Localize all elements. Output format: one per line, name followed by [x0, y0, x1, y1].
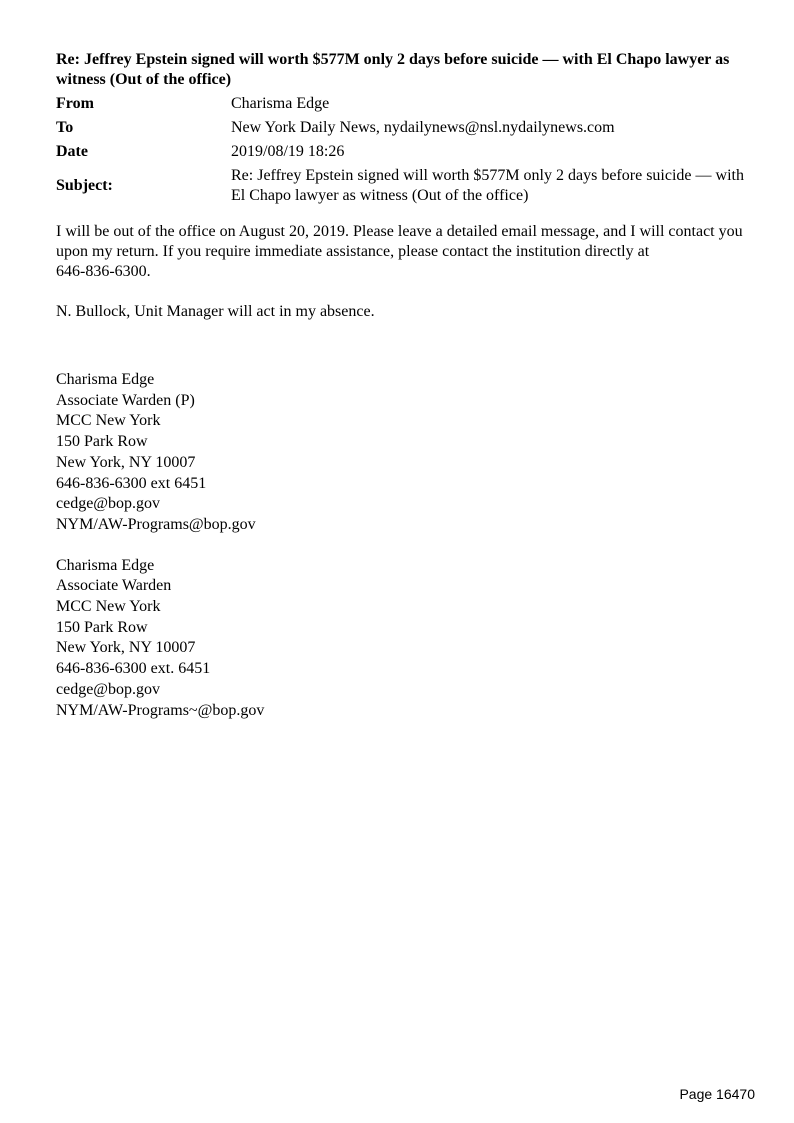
page-number: Page 16470: [679, 1086, 755, 1102]
header-label-from: From: [56, 95, 94, 112]
signature-name: Charisma Edge: [56, 556, 155, 574]
signature-city: New York, NY 10007: [56, 639, 196, 657]
email-header-table: [56, 92, 746, 206]
header-value-subject: Re: Jeffrey Epstein signed will worth $577M only 2 days before suicide — with El Chapo lawyer as witness (Out of the office): [231, 167, 744, 204]
header-label-subject: Subject:: [56, 177, 113, 194]
body-paragraph-out-of-office: [56, 222, 746, 282]
header-value-to: New York Daily News, nydailynews@nsl.nydailynews.com: [231, 119, 615, 136]
signature-block-2: [56, 556, 746, 722]
body-paragraph-line: I will be out of the office on August 20, 2019. Please leave a detailed email message, and I will contact you upon my return. If you require immediate assistance, please contact the institution directly at: [56, 223, 743, 260]
header-value-date: 2019/08/19 18:26: [231, 143, 345, 160]
signature-name: Charisma Edge: [56, 371, 155, 388]
signature-title: Associate Warden (P): [56, 391, 195, 409]
body-paragraph-acting: N. Bullock, Unit Manager will act in my absence.: [56, 303, 375, 320]
signature-group-email: NYM/AW-Programs@bop.gov: [56, 515, 256, 533]
signature-phone: 646-836-6300 ext 6451: [56, 474, 207, 492]
signature-organization: MCC New York: [56, 412, 161, 430]
email-body: [56, 222, 746, 322]
header-label-date: Date: [56, 143, 88, 160]
email-signatures: [56, 370, 746, 721]
signature-title: Associate Warden: [56, 577, 172, 595]
header-row-date: [56, 140, 746, 164]
signature-organization: MCC New York: [56, 598, 161, 616]
signature-street: 150 Park Row: [56, 433, 148, 451]
signature-block-1: [56, 370, 746, 536]
signature-email: cedge@bop.gov: [56, 495, 161, 513]
signature-email: cedge@bop.gov: [56, 680, 161, 698]
header-label-to: To: [56, 119, 74, 136]
header-row-to: [56, 116, 746, 140]
signature-street: 150 Park Row: [56, 618, 148, 636]
header-row-from: [56, 92, 746, 116]
body-phone-line: 646-836-6300.: [56, 263, 151, 280]
email-title: Re: Jeffrey Epstein signed will worth $577M only 2 days before suicide — with El Chapo lawyer as witness (Out of the office): [56, 51, 730, 88]
email-document: [56, 50, 746, 721]
signature-phone: 646-836-6300 ext. 6451: [56, 660, 211, 678]
signature-group-email: NYM/AW-Programs~@bop.gov: [56, 701, 265, 719]
header-value-from: Charisma Edge: [231, 95, 330, 112]
header-row-subject: [56, 166, 746, 206]
signature-city: New York, NY 10007: [56, 453, 196, 471]
